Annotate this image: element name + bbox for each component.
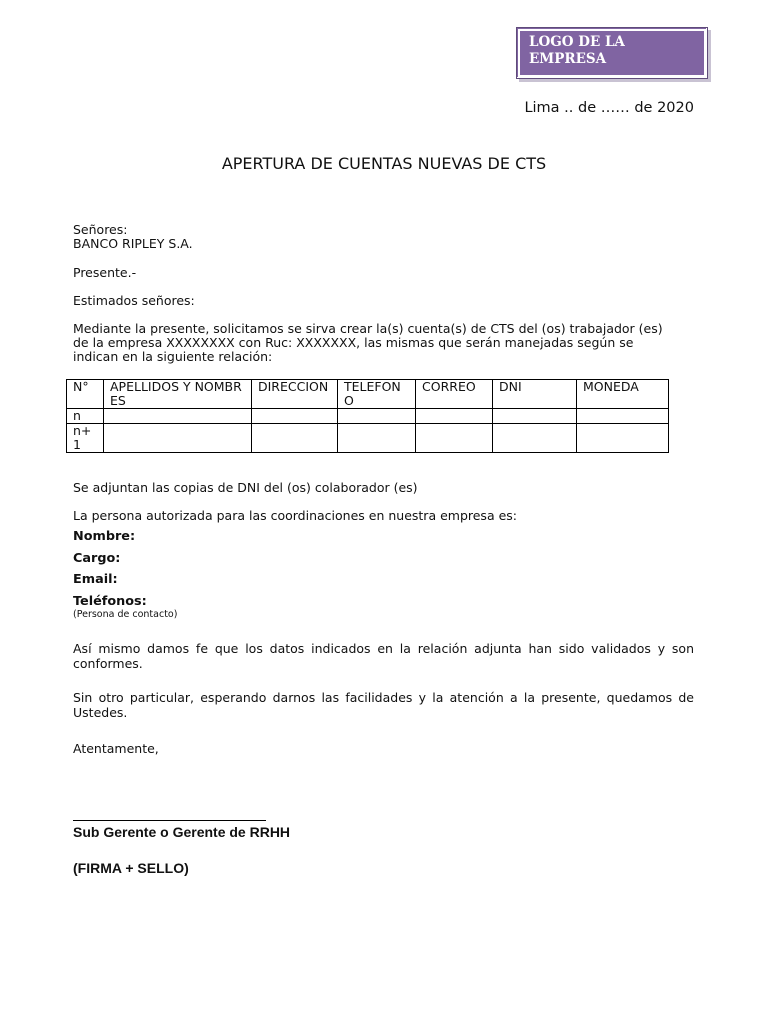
column-header: DNI: [493, 380, 577, 409]
signature-line: [73, 820, 266, 821]
greeting: Estimados señores:: [73, 293, 195, 308]
table-cell: [252, 424, 338, 453]
presente-line: Presente.-: [73, 265, 137, 280]
logo-text: LOGO DE LA EMPRESA: [529, 34, 625, 67]
intro-line-1: Mediante la presente, solicitamos se sirva crear la(s) cuenta(s) de CTS del (os) trabajador (es): [73, 321, 663, 336]
column-header: DIRECCION: [252, 380, 338, 409]
table-row: [67, 409, 669, 424]
table-cell: [577, 409, 669, 424]
column-header: MONEDA: [577, 380, 669, 409]
company-logo-placeholder: [516, 27, 708, 79]
table-cell: [416, 409, 493, 424]
attached-copies-note: Se adjuntan las copias de DNI del (os) colaborador (es): [73, 480, 418, 495]
field-cargo: Cargo:: [73, 551, 121, 566]
table-cell: [416, 424, 493, 453]
table-cell: n: [67, 409, 104, 424]
signatory-role: Sub Gerente o Gerente de RRHH: [73, 824, 291, 840]
column-header: TELEFONO: [338, 380, 416, 409]
column-header: CORREO: [416, 380, 493, 409]
table-cell: [577, 424, 669, 453]
workers-table: [66, 379, 669, 453]
document-title: APERTURA DE CUENTAS NUEVAS DE CTS: [221, 154, 547, 173]
bank-name: BANCO RIPLEY S.A.: [73, 236, 193, 251]
table-cell: [252, 409, 338, 424]
table-header-row: [67, 380, 669, 409]
contact-note: (Persona de contacto): [73, 609, 178, 620]
intro-line-2: de la empresa XXXXXXXX con Ruc: XXXXXXX, las mismas que serán manejadas según se: [73, 335, 634, 350]
table-cell: [338, 424, 416, 453]
salutation: Señores:: [73, 222, 128, 237]
field-telefonos: Teléfonos:: [73, 594, 147, 609]
signature-note: (FIRMA + SELLO): [73, 860, 189, 876]
closing-statement: Sin otro particular, esperando darnos las facilidades y la atención a la presente, quedamos de Ustedes.: [73, 690, 694, 720]
regards: Atentamente,: [73, 741, 159, 756]
column-header: APELLIDOS Y NOMBRES: [104, 380, 252, 409]
table-cell: [104, 424, 252, 453]
table-cell: n+1: [67, 424, 104, 453]
table-cell: [338, 409, 416, 424]
table-row: [67, 424, 669, 453]
field-email: Email:: [73, 572, 118, 587]
validation-statement: Así mismo damos fe que los datos indicados en la relación adjunta han sido validados y son conformes.: [73, 641, 694, 671]
field-nombre: Nombre:: [73, 529, 136, 544]
column-header: N°: [67, 380, 104, 409]
date-line: Lima .. de …… de 2020: [524, 100, 694, 116]
table-cell: [493, 409, 577, 424]
table-cell: [493, 424, 577, 453]
authorized-person-intro: La persona autorizada para las coordinaciones en nuestra empresa es:: [73, 508, 517, 523]
intro-line-3: indican en la siguiente relación:: [73, 349, 273, 364]
table-cell: [104, 409, 252, 424]
